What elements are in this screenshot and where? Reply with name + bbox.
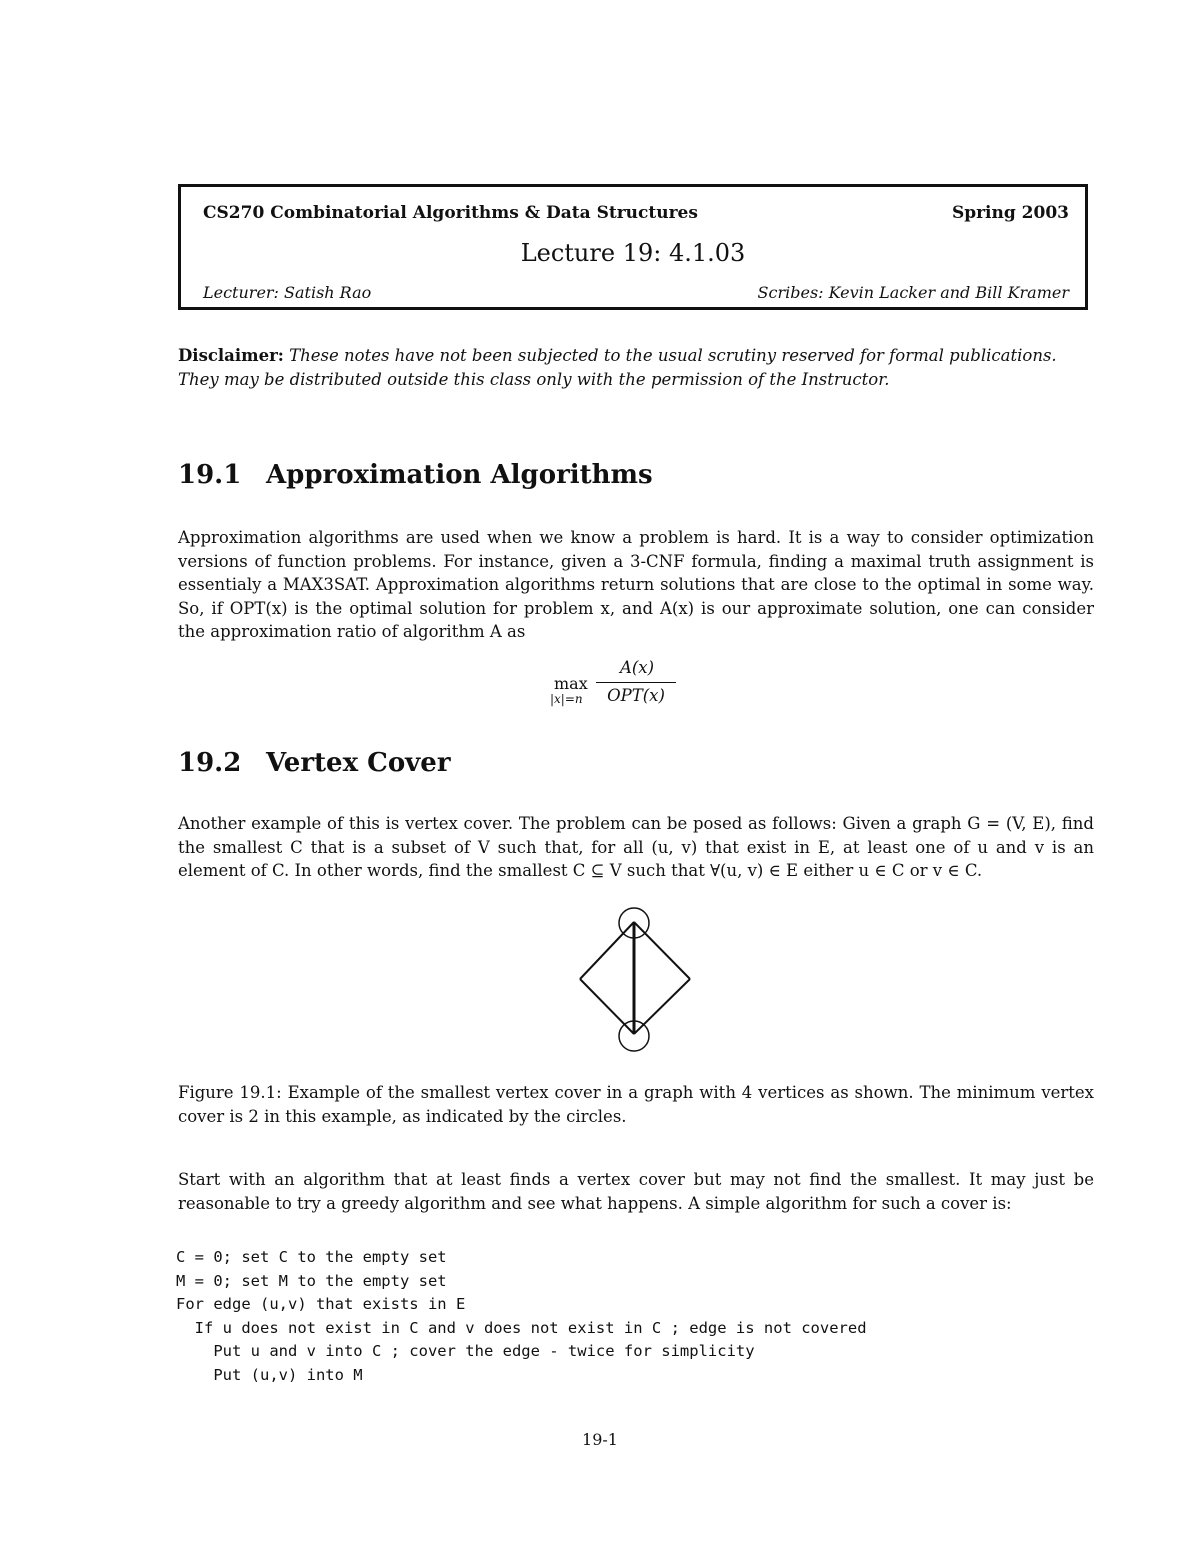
approximation-ratio-formula [550, 656, 680, 712]
graph-edge-right-bottom [634, 979, 690, 1034]
greedy-algorithm-intro-paragraph: Start with an algorithm that at least finds a vertex cover but may not find the smallest. It may just be reasonable to try a greedy algorithm and see what happens. A simple algorithm for such a cover is: [178, 1170, 1094, 1213]
code-line: Put (u,v) into M [176, 1365, 363, 1384]
section-number: 19.1 [178, 460, 242, 490]
lecture-title: Lecture 19: 4.1.03 [520, 239, 746, 267]
section-title-text: Vertex Cover [266, 748, 451, 778]
disclaimer-text: These notes have not been subjected to the usual scrutiny reserved for formal publications. They may be distributed outside this class only with the permission of the Instructor. [178, 346, 1057, 389]
course-title: CS270 Combinatorial Algorithms & Data Structures [203, 203, 698, 223]
course-term: Spring 2003 [951, 203, 1069, 223]
vertex-cover-intro-paragraph: Another example of this is vertex cover. The problem can be posed as follows: Given a graph G = (V, E), find the smallest C that is a subset of V such that, for all (u, v) that exist in E, at least one of u and v is an element of C. In other words, find the smallest C ⊆ V such that ∀(u, v) ∈ E either u ∈ C or v ∈ C. [178, 814, 1094, 880]
vertex-cover-graph-figure [574, 904, 698, 1060]
formula-max-operator: max [554, 674, 588, 693]
approximation-intro-paragraph: Approximation algorithms are used when we know a problem is hard. It is a way to consider optimization versions of function problems. For instance, given a 3-CNF formula, finding a maximal truth assignment is essentialy a MAX3SAT. Approximation algorithms return solutions that are close to the optimal in some way. So, if OPT(x) is the optimal solution for problem x, and A(x) is our approximate solution, one can consider the approximation ratio of algorithm A as [178, 528, 1094, 641]
figure-caption: Figure 19.1: Example of the smallest vertex cover in a graph with 4 vertices as shown. The minimum vertex cover is 2 in this example, as indicated by the circles. [178, 1083, 1094, 1126]
scribe-names: Scribes: Kevin Lacker and Bill Kramer [757, 283, 1069, 302]
section-heading-approximation [178, 460, 653, 490]
code-line: C = 0; set C to the empty set [176, 1248, 447, 1266]
lecture-header-box [178, 184, 1088, 310]
graph-edge-left-bottom [580, 979, 634, 1034]
code-line: M = 0; set M to the empty set [176, 1271, 447, 1290]
formula-denominator: OPT(x) [607, 686, 665, 705]
section-number: 19.2 [178, 748, 242, 778]
graph-edge-right-top [634, 922, 690, 979]
lecturer-name: Lecturer: Satish Rao [203, 283, 372, 302]
section-heading-vertex-cover [178, 748, 451, 778]
disclaimer-label: Disclaimer: [178, 346, 284, 365]
formula-subscript: |x|=n [550, 692, 583, 706]
graph-edge-left-top [580, 922, 634, 979]
code-line: If u does not exist in C and v does not exist in C ; edge is not covered [176, 1318, 867, 1337]
algorithm-code-block [176, 1246, 867, 1387]
section-title-text: Approximation Algorithms [266, 460, 653, 490]
page-number: 19-1 [582, 1430, 618, 1449]
formula-fraction-bar [596, 682, 676, 683]
disclaimer [178, 344, 1094, 392]
code-line: For edge (u,v) that exists in E [176, 1295, 466, 1313]
code-line: Put u and v into C ; cover the edge - twice for simplicity [176, 1342, 755, 1360]
formula-numerator: A(x) [619, 658, 655, 677]
